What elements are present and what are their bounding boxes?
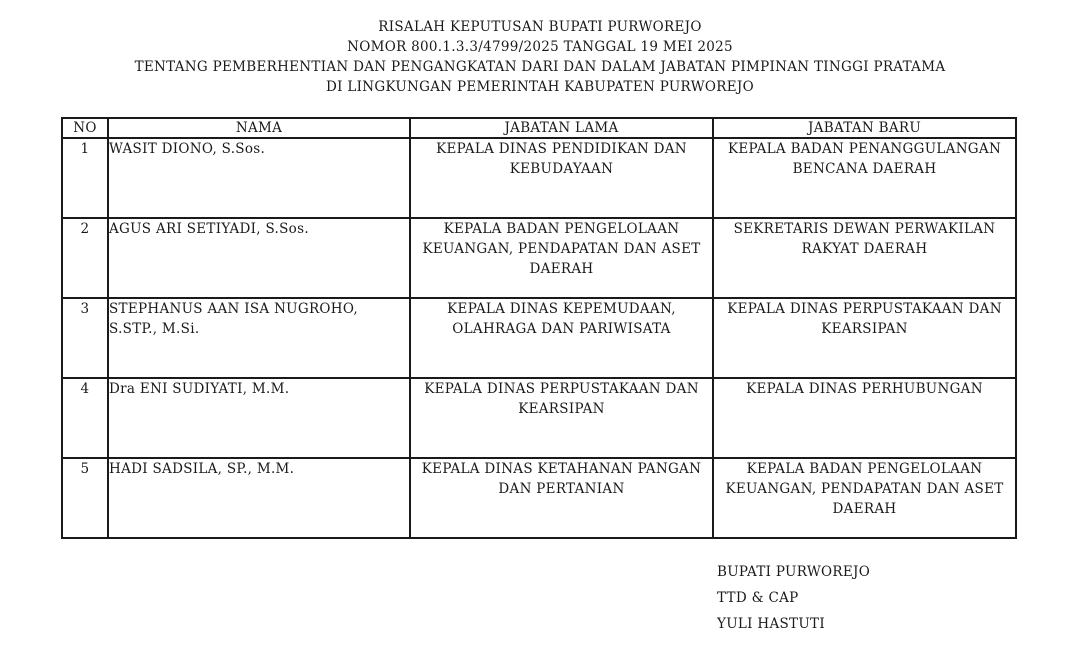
cell-jabatan-baru: SEKRETARIS DEWAN PERWAKILAN RAKYAT DAERAH — [713, 218, 1016, 298]
column-header-jabatan-baru: JABATAN BARU — [713, 118, 1016, 138]
appointments-table — [61, 117, 1017, 539]
cell-jabatan-lama: KEPALA DINAS KEPEMUDAAN, OLAHRAGA DAN PARIWISATA — [410, 298, 713, 378]
table-row — [62, 298, 1016, 378]
header-subject: TENTANG PEMBERHENTIAN DAN PENGANGKATAN DARI DAN DALAM JABATAN PIMPINAN TINGGI PRATAMA — [134, 59, 946, 75]
cell-jabatan-lama: KEPALA DINAS KETAHANAN PANGAN DAN PERTANIAN — [410, 458, 713, 538]
table-row — [62, 458, 1016, 538]
cell-nama: STEPHANUS AAN ISA NUGROHO, S.STP., M.Si. — [108, 298, 410, 378]
column-header-jabatan-lama: JABATAN LAMA — [410, 118, 713, 138]
cell-nama: Dra ENI SUDIYATI, M.M. — [108, 378, 410, 458]
cell-nama: WASIT DIONO, S.Sos. — [108, 138, 410, 218]
cell-no: 3 — [62, 298, 108, 378]
cell-no: 5 — [62, 458, 108, 538]
cell-nama: HADI SADSILA, SP., M.M. — [108, 458, 410, 538]
header-title: RISALAH KEPUTUSAN BUPATI PURWOREJO — [378, 19, 702, 35]
table-row — [62, 378, 1016, 458]
cell-no: 1 — [62, 138, 108, 218]
signature-block — [717, 560, 870, 638]
column-header-nama: NAMA — [108, 118, 410, 138]
header-scope: DI LINGKUNGAN PEMERINTAH KABUPATEN PURWOREJO — [326, 79, 754, 95]
signatory-name: YULI HASTUTI — [717, 616, 825, 632]
cell-jabatan-baru: KEPALA BADAN PENANGGULANGAN BENCANA DAERAH — [713, 138, 1016, 218]
table-header-row — [62, 118, 1016, 138]
cell-no: 4 — [62, 378, 108, 458]
cell-nama: AGUS ARI SETIYADI, S.Sos. — [108, 218, 410, 298]
column-header-no: NO — [62, 118, 108, 138]
table-row — [62, 218, 1016, 298]
document-header — [0, 17, 1080, 97]
cell-jabatan-lama: KEPALA DINAS PENDIDIKAN DAN KEBUDAYAAN — [410, 138, 713, 218]
cell-no: 2 — [62, 218, 108, 298]
cell-jabatan-lama: KEPALA DINAS PERPUSTAKAAN DAN KEARSIPAN — [410, 378, 713, 458]
header-decree-number: NOMOR 800.1.3.3/4799/2025 TANGGAL 19 MEI 2025 — [347, 39, 733, 55]
table-row — [62, 138, 1016, 218]
cell-jabatan-baru: KEPALA DINAS PERPUSTAKAAN DAN KEARSIPAN — [713, 298, 1016, 378]
signatory-title: BUPATI PURWOREJO — [717, 564, 871, 580]
cell-jabatan-lama: KEPALA BADAN PENGELOLAAN KEUANGAN, PENDAPATAN DAN ASET DAERAH — [410, 218, 713, 298]
cell-jabatan-baru: KEPALA DINAS PERHUBUNGAN — [713, 378, 1016, 458]
signature-note: TTD & CAP — [717, 590, 799, 606]
cell-jabatan-baru: KEPALA BADAN PENGELOLAAN KEUANGAN, PENDAPATAN DAN ASET DAERAH — [713, 458, 1016, 538]
